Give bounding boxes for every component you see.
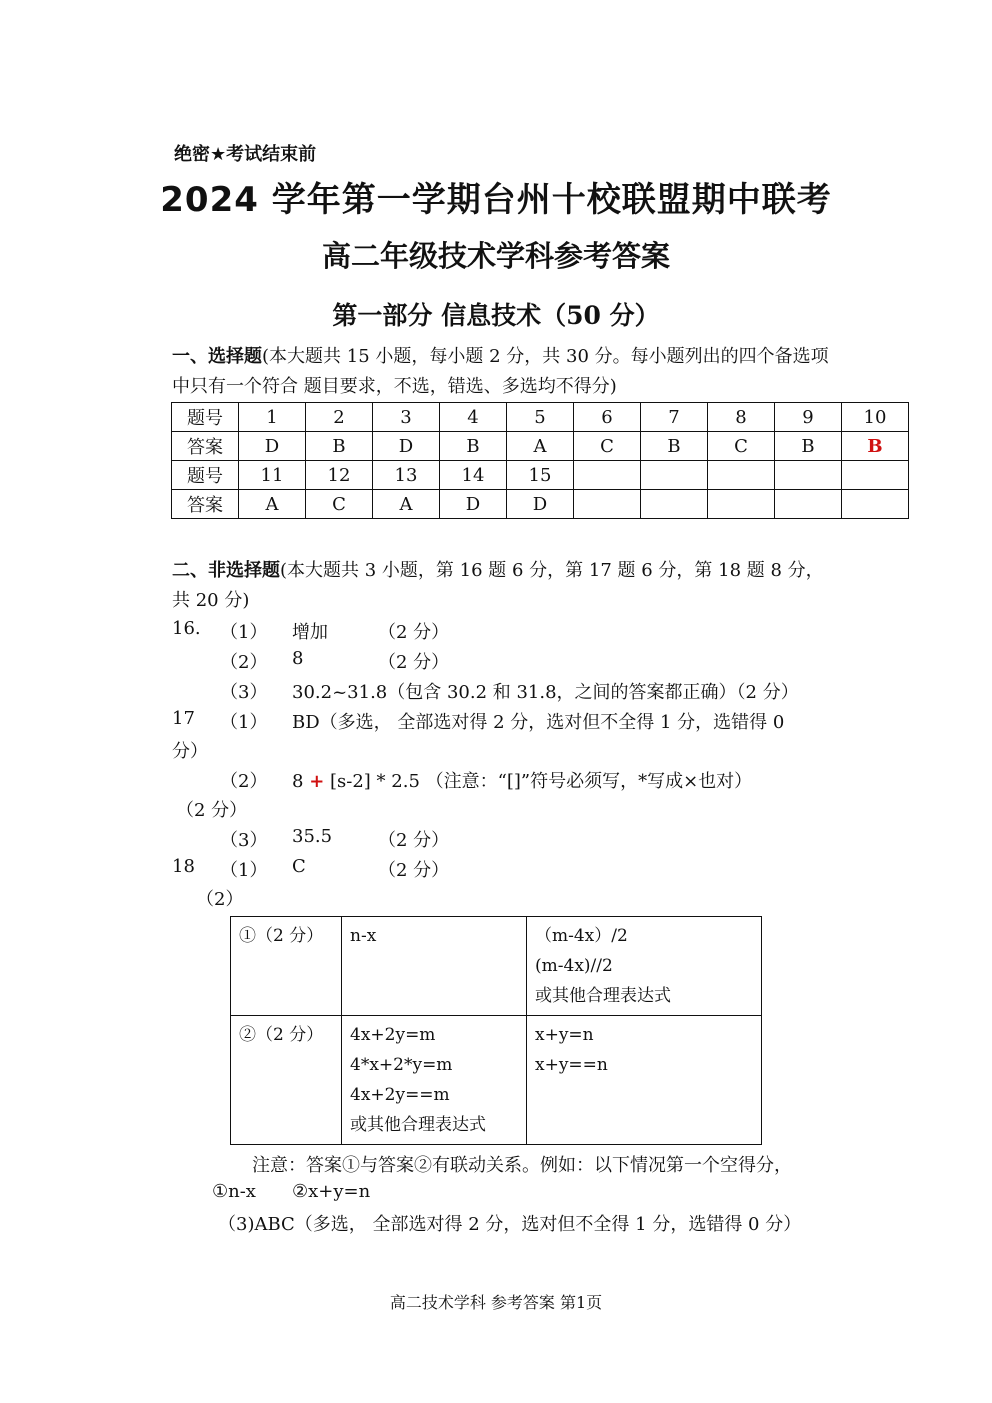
table-cell: 4	[440, 403, 507, 432]
table-cell: 1	[239, 403, 306, 432]
q17-1-answer: BD（多选， 全部选对得 2 分，选对但不全得 1 分，选错得 0	[292, 712, 785, 733]
q17-1-label: （1）	[220, 712, 268, 733]
q18-note: 注意：答案①与答案②有联动关系。例如：以下情况第一个空得分，	[252, 1155, 792, 1176]
table-cell: B	[842, 432, 909, 461]
section2-heading: 二、非选择题	[172, 560, 280, 581]
q18-1-label: （1）	[220, 860, 268, 881]
q18-3-answer: （3)ABC（多选， 全部选对得 2 分，选对但不全得 1 分，选错得 0 分）	[218, 1214, 802, 1235]
table-row	[231, 1016, 762, 1145]
answer-subtitle: 高二年级技术学科参考答案	[321, 239, 670, 273]
table-cell	[708, 461, 775, 490]
table-cell: D	[373, 432, 440, 461]
table-cell	[231, 917, 342, 1016]
q16-1-points: （2 分）	[378, 622, 450, 643]
cell-line: (m-4x)//2	[535, 956, 613, 976]
cell-line: 4x+2y=m	[350, 1025, 436, 1045]
q16-2-label: （2）	[220, 652, 268, 673]
section1-heading: 一、选择题	[172, 346, 262, 367]
row-label: 答案	[172, 432, 239, 461]
q18-note-example-2: ②x+y=n	[292, 1181, 371, 1202]
table-row	[172, 490, 909, 519]
table-cell	[527, 1016, 762, 1145]
table-cell: 11	[239, 461, 306, 490]
q16-3-label: （3）	[220, 682, 268, 703]
table-cell: A	[239, 490, 306, 519]
q18-note-example-1: ①n-x	[212, 1181, 256, 1202]
table-cell: 12	[306, 461, 373, 490]
table-cell: C	[574, 432, 641, 461]
table-cell: C	[306, 490, 373, 519]
q16-3-answer: 30.2~31.8（包含 30.2 和 31.8，之间的答案都正确）（2 分）	[292, 682, 799, 703]
table-cell: D	[239, 432, 306, 461]
q17-2-plus: +	[309, 771, 325, 792]
table-cell: 6	[574, 403, 641, 432]
table-cell	[641, 490, 708, 519]
cell-line: 或其他合理表达式	[350, 1115, 486, 1135]
q18-number: 18	[172, 856, 195, 877]
q18-1-points: （2 分）	[378, 860, 450, 881]
q17-2-label: （2）	[220, 771, 268, 792]
table-cell: 13	[373, 461, 440, 490]
table-cell	[574, 461, 641, 490]
cell-line: 4*x+2*y=m	[350, 1055, 453, 1075]
table-cell: 5	[507, 403, 574, 432]
table-cell: 2	[306, 403, 373, 432]
table-cell: B	[775, 432, 842, 461]
q17-2-continuation: （2 分）	[176, 800, 248, 821]
section1-intro	[172, 342, 832, 402]
section2-intro	[172, 556, 832, 616]
q17-number: 17	[172, 708, 195, 729]
table-cell: B	[641, 432, 708, 461]
q17-2-answer-a: 8	[292, 771, 304, 792]
table-cell	[775, 461, 842, 490]
table-cell	[641, 461, 708, 490]
table-cell: A	[373, 490, 440, 519]
exam-title: 2024 学年第一学期台州十校联盟期中联考	[160, 180, 832, 220]
q17-3-label: （3）	[220, 830, 268, 851]
table-cell: B	[440, 432, 507, 461]
table-cell: 8	[708, 403, 775, 432]
page-footer: 高二技术学科 参考答案 第1页	[389, 1293, 603, 1312]
cell-line: x+y==n	[535, 1055, 608, 1075]
cell-line: 4x+2y==m	[350, 1085, 450, 1105]
table-cell	[342, 917, 527, 1016]
table-cell: D	[440, 490, 507, 519]
table-cell	[527, 917, 762, 1016]
table-row	[172, 461, 909, 490]
table-cell	[231, 1016, 342, 1145]
table-cell	[708, 490, 775, 519]
q18-1-answer: C	[292, 856, 306, 877]
table-cell: 15	[507, 461, 574, 490]
section1-desc: (本大题共 15 小题，每小题 2 分，共 30 分。每小题列出的四个备选项中只有一个符合 题目要求，不选，错选、多选均不得分)	[172, 346, 829, 397]
table-cell: C	[708, 432, 775, 461]
row-label: 答案	[172, 490, 239, 519]
table-cell	[842, 461, 909, 490]
q17-1-continuation: 分）	[172, 741, 208, 762]
table-cell	[842, 490, 909, 519]
q16-number: 16.	[172, 618, 201, 639]
cell-line: n-x	[350, 926, 377, 946]
table-cell: 3	[373, 403, 440, 432]
q18-2-label: （2）	[196, 889, 244, 910]
table-cell: 10	[842, 403, 909, 432]
row-label: 题号	[172, 403, 239, 432]
q17-3-points: （2 分）	[378, 830, 450, 851]
q17-2-answer-b: [s-2] * 2.5 （注意：“[]”符号必须写，*写成×也对）	[330, 771, 753, 792]
q16-1-answer: 增加	[292, 622, 328, 643]
choice-answer-table	[171, 402, 909, 519]
part-heading: 第一部分 信息技术（50 分）	[332, 301, 660, 330]
q18-answer-table	[230, 916, 762, 1145]
confidential-label: 绝密★考试结束前	[174, 144, 317, 165]
q17-3-answer: 35.5	[292, 826, 333, 847]
table-cell	[342, 1016, 527, 1145]
row-label: 题号	[172, 461, 239, 490]
table-cell: 7	[641, 403, 708, 432]
table-cell: D	[507, 490, 574, 519]
table-row	[172, 403, 909, 432]
q16-1-label: （1）	[220, 622, 268, 643]
q17-2-answer	[292, 767, 752, 793]
row2-label: ②（2 分）	[239, 1025, 324, 1045]
q16-2-answer: 8	[292, 648, 304, 669]
table-cell: A	[507, 432, 574, 461]
section2-desc: (本大题共 3 小题，第 16 题 6 分，第 17 题 6 分，第 18 题 8 分，共 20 分)	[172, 560, 824, 611]
q16-2-points: （2 分）	[378, 652, 450, 673]
table-cell	[574, 490, 641, 519]
table-cell	[775, 490, 842, 519]
table-cell: 9	[775, 403, 842, 432]
table-row	[172, 432, 909, 461]
row1-label: ①（2 分）	[239, 926, 324, 946]
cell-line: （m-4x）/2	[535, 926, 628, 946]
table-row	[231, 917, 762, 1016]
cell-line: x+y=n	[535, 1025, 594, 1045]
table-cell: B	[306, 432, 373, 461]
cell-line: 或其他合理表达式	[535, 986, 671, 1006]
table-cell: 14	[440, 461, 507, 490]
